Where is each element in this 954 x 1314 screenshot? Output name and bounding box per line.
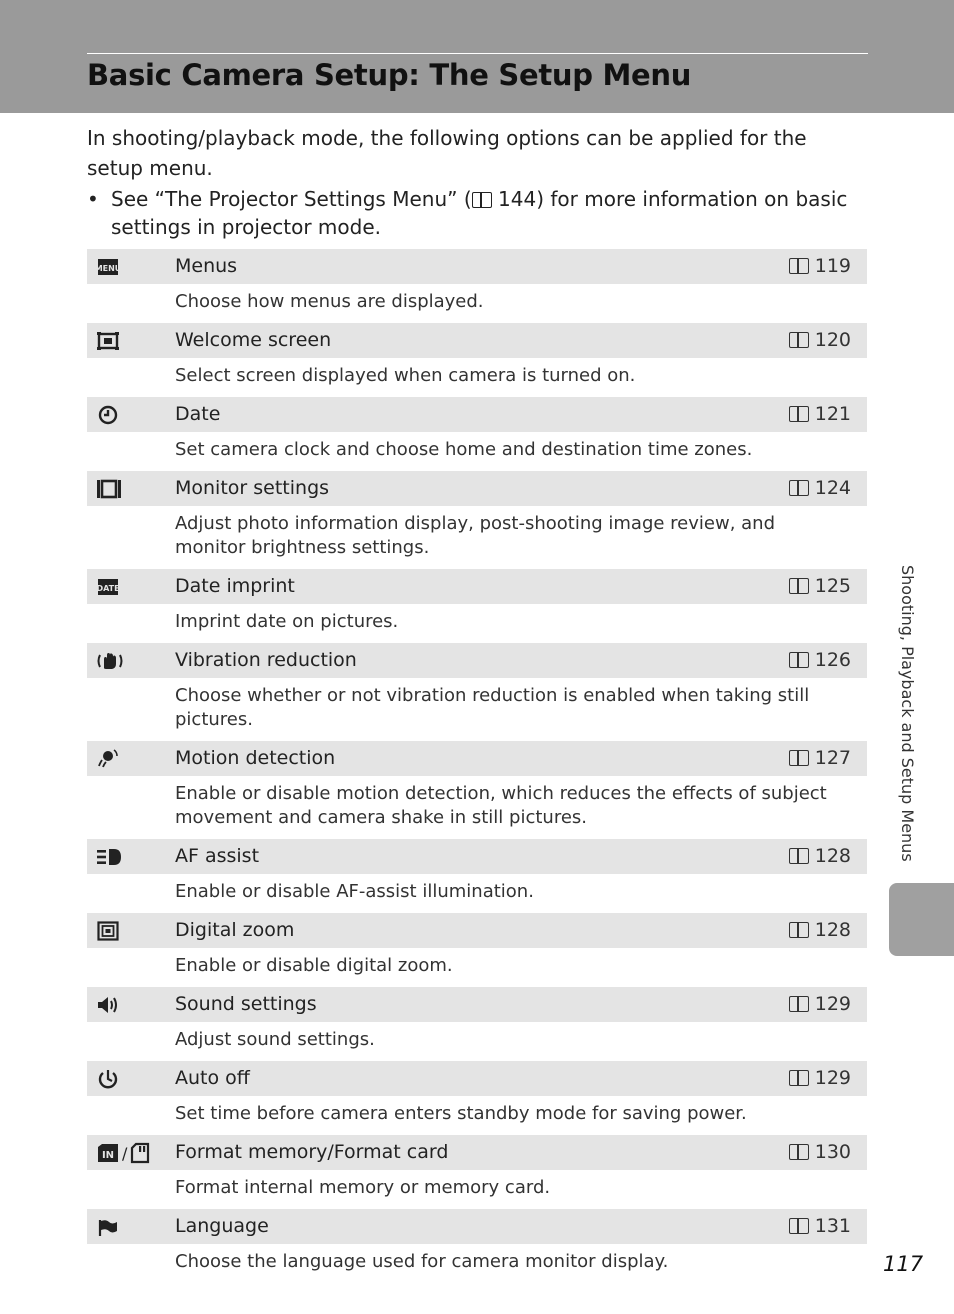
bullet-dot: • bbox=[87, 187, 99, 211]
menu-item-welcome-screen bbox=[87, 323, 867, 358]
menu-item-page-ref bbox=[789, 477, 851, 499]
menu-item-language bbox=[87, 1209, 867, 1244]
menu-item-page-ref bbox=[789, 919, 851, 941]
menu-item-auto-off bbox=[87, 1061, 867, 1096]
menu-item-page: 124 bbox=[814, 477, 851, 499]
side-tab-label bbox=[898, 565, 917, 865]
menu-item-label: Monitor settings bbox=[175, 477, 330, 499]
language-icon bbox=[97, 1217, 119, 1237]
page-reference-icon bbox=[789, 1070, 809, 1086]
menu-item-label: Motion detection bbox=[175, 747, 336, 769]
menu-item-description: Enable or disable motion detection, which reduces the effects of subject movement and camera shake in still pictures. bbox=[175, 783, 827, 828]
menu-item-page-ref bbox=[789, 993, 851, 1015]
menu-item-page-ref bbox=[789, 649, 851, 671]
menu-item-description: Choose how menus are displayed. bbox=[175, 291, 484, 312]
menu-item-label: Format memory/Format card bbox=[175, 1141, 449, 1163]
menu-item-af-assist bbox=[87, 839, 867, 874]
menu-item-description: Select screen displayed when camera is turned on. bbox=[175, 365, 636, 386]
page-reference-icon bbox=[789, 406, 809, 422]
page-reference-icon bbox=[789, 578, 809, 594]
menu-item-motion-detection bbox=[87, 741, 867, 776]
vibration-reduction-icon bbox=[97, 651, 123, 671]
projector-note-text bbox=[111, 185, 851, 241]
menu-item-page: 129 bbox=[814, 993, 851, 1015]
menu-item-page: 129 bbox=[814, 1067, 851, 1089]
menu-item-digital-zoom bbox=[87, 913, 867, 948]
menu-item-label: Sound settings bbox=[175, 993, 317, 1015]
menu-item-page: 130 bbox=[814, 1141, 851, 1163]
menu-item-menus bbox=[87, 249, 867, 284]
auto-off-icon bbox=[97, 1069, 119, 1089]
menu-item-page-ref bbox=[789, 1215, 851, 1237]
digital-zoom-icon bbox=[97, 921, 119, 941]
page-reference-icon bbox=[789, 480, 809, 496]
menu-item-page-ref bbox=[789, 1067, 851, 1089]
section-tab-marker bbox=[889, 883, 954, 956]
setup-menu-list bbox=[87, 249, 867, 1283]
menu-item-date bbox=[87, 397, 867, 432]
page-reference-icon bbox=[789, 1218, 809, 1234]
sound-settings-icon bbox=[97, 995, 121, 1015]
page-reference-icon bbox=[789, 848, 809, 864]
menu-item-page: 131 bbox=[814, 1215, 851, 1237]
svg-text:MENU: MENU bbox=[94, 264, 122, 273]
menu-item-page: 128 bbox=[814, 845, 851, 867]
menu-item-monitor-settings bbox=[87, 471, 867, 506]
menu-item-label: Auto off bbox=[175, 1067, 250, 1089]
page-reference-icon bbox=[789, 258, 809, 274]
menu-item-page: 121 bbox=[814, 403, 851, 425]
menu-item-description: Adjust sound settings. bbox=[175, 1029, 375, 1050]
menu-item-description: Enable or disable digital zoom. bbox=[175, 955, 453, 976]
page-reference-icon bbox=[789, 332, 809, 348]
menu-item-page: 126 bbox=[814, 649, 851, 671]
svg-text:IN: IN bbox=[101, 1150, 115, 1161]
menu-item-description: Format internal memory or memory card. bbox=[175, 1177, 551, 1198]
menu-item-page-ref bbox=[789, 747, 851, 769]
menu-item-label: Welcome screen bbox=[175, 329, 332, 351]
slash-separator: / bbox=[122, 1143, 128, 1163]
menu-item-page-ref bbox=[789, 575, 851, 597]
menu-item-description: Set camera clock and choose home and destination time zones. bbox=[175, 439, 753, 460]
menu-item-page: 120 bbox=[814, 329, 851, 351]
af-assist-icon bbox=[97, 847, 123, 867]
menu-item-label: Digital zoom bbox=[175, 919, 295, 941]
menu-item-format-memory bbox=[87, 1135, 867, 1170]
menu-item-description: Set time before camera enters standby mode for saving power. bbox=[175, 1103, 747, 1124]
menu-item-page-ref bbox=[789, 329, 851, 351]
intro-paragraph: In shooting/playback mode, the following options can be applied for the setup menu. bbox=[87, 126, 807, 180]
menu-item-page-ref bbox=[789, 403, 851, 425]
menu-item-description: Enable or disable AF-assist illumination. bbox=[175, 881, 534, 902]
page-reference-icon bbox=[789, 652, 809, 668]
menu-item-page: 127 bbox=[814, 747, 851, 769]
projector-note-page: 144 bbox=[498, 187, 537, 211]
page-title: Basic Camera Setup: The Setup Menu bbox=[87, 58, 692, 92]
page-reference-icon bbox=[789, 996, 809, 1012]
svg-text:DATE: DATE bbox=[96, 584, 120, 593]
motion-detection-icon bbox=[97, 749, 119, 769]
projector-note-before: See “The Projector Settings Menu” ( bbox=[111, 187, 472, 211]
header-rule bbox=[87, 53, 868, 54]
memory-card-icon bbox=[130, 1143, 150, 1163]
menu-item-description: Imprint date on pictures. bbox=[175, 611, 399, 632]
menu-item-description: Choose whether or not vibration reduction is enabled when taking still pictures. bbox=[175, 685, 810, 730]
menu-item-label: Language bbox=[175, 1215, 269, 1237]
menu-item-label: Date imprint bbox=[175, 575, 295, 597]
welcome-screen-icon bbox=[97, 331, 119, 351]
menu-item-page-ref bbox=[789, 845, 851, 867]
menu-item-page: 119 bbox=[814, 255, 851, 277]
page-number: 117 bbox=[883, 1252, 924, 1276]
menu-item-page-ref bbox=[789, 255, 851, 277]
page-reference-icon bbox=[789, 922, 809, 938]
menu-item-vibration-reduction bbox=[87, 643, 867, 678]
menu-item-description: Choose the language used for camera monitor display. bbox=[175, 1251, 669, 1272]
monitor-settings-icon bbox=[97, 479, 121, 499]
projector-note-after: ) for more information on basic settings in projector mode. bbox=[111, 187, 848, 239]
menu-item-label: AF assist bbox=[175, 845, 260, 867]
page-reference-icon bbox=[789, 1144, 809, 1160]
menus-icon bbox=[94, 257, 122, 277]
date-imprint-icon bbox=[97, 577, 119, 597]
menu-item-label: Vibration reduction bbox=[175, 649, 357, 671]
menu-item-label: Menus bbox=[175, 255, 238, 277]
page-reference-icon bbox=[789, 750, 809, 766]
side-tab-label-text: Shooting, Playback and Setup Menus bbox=[898, 565, 917, 862]
header-band bbox=[0, 0, 954, 113]
page-reference-icon bbox=[472, 192, 492, 208]
menu-item-page-ref bbox=[789, 1141, 851, 1163]
menu-item-page: 128 bbox=[814, 919, 851, 941]
menu-item-label: Date bbox=[175, 403, 221, 425]
format-memory-icon bbox=[97, 1143, 150, 1163]
menu-item-sound-settings bbox=[87, 987, 867, 1022]
menu-item-page: 125 bbox=[814, 575, 851, 597]
menu-item-description: Adjust photo information display, post-shooting image review, and monitor brightness settings. bbox=[175, 513, 776, 558]
menu-item-date-imprint bbox=[87, 569, 867, 604]
date-clock-icon bbox=[97, 405, 119, 425]
